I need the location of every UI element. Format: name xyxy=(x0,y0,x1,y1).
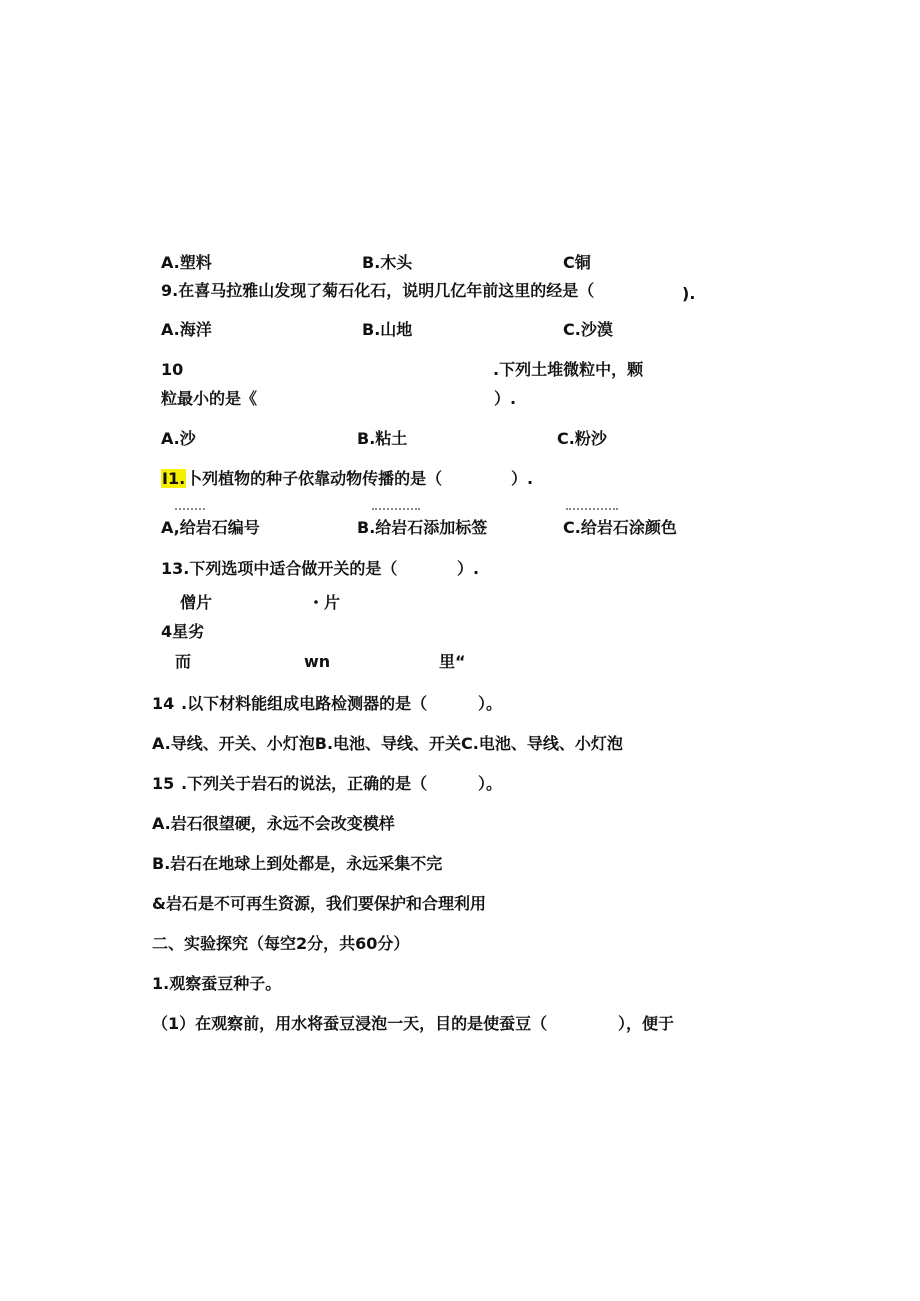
q13-stem: 13.下列选项中适合做开关的是（ xyxy=(161,559,398,578)
q10-number: 10 xyxy=(161,360,184,379)
q15-option-c: &岩石是不可再生资源，我们要保护和合理利用 xyxy=(152,894,486,913)
q12-option-b: B.给岩石添加标签 xyxy=(357,518,488,537)
q15-close: ）。 xyxy=(478,774,503,793)
q13-fragment: 4星劣 xyxy=(161,622,205,641)
q10-stem-part1: .下列土堆微粒中，颗 xyxy=(493,360,644,379)
q15-stem: .下列关于岩石的说法，正确的是（ xyxy=(181,774,428,793)
q15-number: 15 xyxy=(152,774,175,793)
q8-option-c: C铜 xyxy=(563,253,591,272)
q10-close: ）. xyxy=(494,389,517,408)
exp1-sub1: （1）在观察前，用水将蚕豆浸泡一天，目的是使蚕豆（ xyxy=(152,1014,548,1033)
q8-option-a: A.塑料 xyxy=(161,253,212,272)
q12-option-c: C.给岩石涂颜色 xyxy=(563,518,677,537)
q10-option-b: B.粘土 xyxy=(357,429,408,448)
q11-line xyxy=(161,469,442,489)
exp1-title: 1.观察蚕豆种子。 xyxy=(152,974,282,993)
q10-option-a: A.沙 xyxy=(161,429,196,448)
q13-fragment: 而 xyxy=(175,652,192,671)
q14-number: 14 xyxy=(152,694,175,713)
q10-stem-part2: 粒最小的是《 xyxy=(161,389,258,408)
q9-option-c: C.沙漠 xyxy=(563,320,613,339)
q9-stem: 9.在喜马拉雅山发现了菊石化石，说明几亿年前这里的经是（ xyxy=(161,281,595,300)
q11-number: I1. xyxy=(162,469,186,488)
q14-close: ）。 xyxy=(478,694,503,713)
q14-stem: .以下材料能组成电路检测器的是（ xyxy=(181,694,428,713)
q13-close: ）. xyxy=(457,559,480,578)
q13-fragment: wn xyxy=(304,652,331,671)
q9-option-b: B.山地 xyxy=(362,320,413,339)
q9-option-a: A.海洋 xyxy=(161,320,212,339)
q10-option-c: C.粉沙 xyxy=(557,429,607,448)
q11-stem: 卜列植物的种子依靠动物传播的是（ xyxy=(186,469,443,488)
q9-close: ). xyxy=(682,284,696,303)
section-title: 二、实验探究（每空2分，共60分） xyxy=(152,934,410,953)
q11-close: ）. xyxy=(511,469,534,488)
q12-option-a: A,给岩石编号 xyxy=(161,518,260,537)
q13-fragment: ・片 xyxy=(308,593,341,612)
q13-fragment: 僧片 xyxy=(180,593,213,612)
q15-option-b: B.岩石在地球上到处都是，永远采集不完 xyxy=(152,854,443,873)
q13-fragment: 里“ xyxy=(439,652,466,671)
scan-artifact xyxy=(372,508,420,513)
scan-artifact xyxy=(566,508,618,513)
q8-option-b: B.木头 xyxy=(362,253,413,272)
scan-artifact xyxy=(175,508,205,513)
q15-option-a: A.岩石很望硬，永远不会改变模样 xyxy=(152,814,395,833)
exp1-sub1-close: ），便于 xyxy=(618,1014,675,1033)
q14-options: A.导线、开关、小灯泡B.电池、导线、开关C.电池、导线、小灯泡 xyxy=(152,734,623,753)
